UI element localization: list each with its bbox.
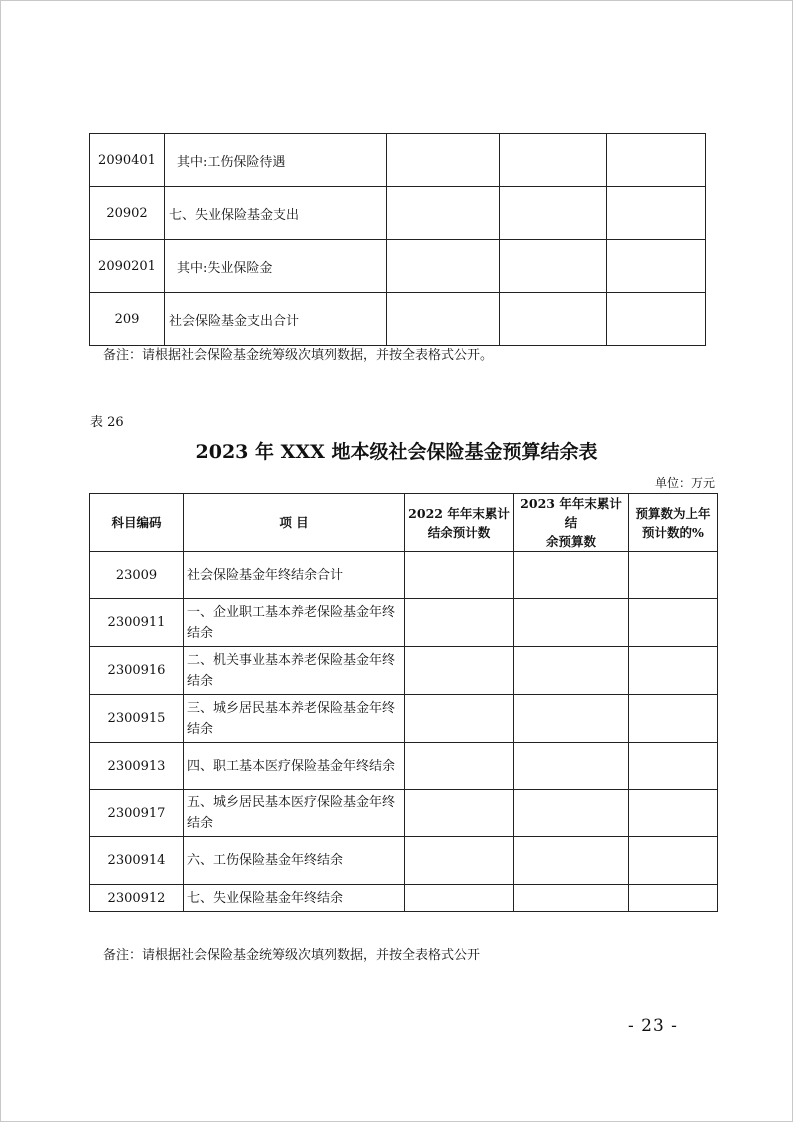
header-item: 项 目 xyxy=(184,494,405,552)
value-cell xyxy=(607,240,706,293)
value-cell xyxy=(629,837,718,885)
value-cell xyxy=(514,695,629,743)
value-cell xyxy=(629,552,718,599)
subject-code: 2300917 xyxy=(90,790,184,837)
value-cell xyxy=(500,187,607,240)
subject-name: 一、企业职工基本养老保险基金年终结余 xyxy=(184,599,405,647)
value-cell xyxy=(629,743,718,790)
value-cell xyxy=(514,837,629,885)
header-line: 结余预计数 xyxy=(427,524,491,540)
value-cell xyxy=(405,837,514,885)
subject-code: 2300912 xyxy=(90,885,184,912)
header-2023-budget xyxy=(514,494,629,552)
subject-name: 五、城乡居民基本医疗保险基金年终结余 xyxy=(184,790,405,837)
table-row xyxy=(90,837,718,885)
note-bottom: 备注：请根据社会保险基金统筹级次填列数据，并按全表格式公开 xyxy=(103,948,481,963)
value-cell xyxy=(500,134,607,187)
table-row xyxy=(90,790,718,837)
subject-code: 2300913 xyxy=(90,743,184,790)
header-line: 2022 年年末累计 xyxy=(408,505,510,521)
table-row xyxy=(90,885,718,912)
value-cell xyxy=(500,293,607,346)
value-cell xyxy=(514,647,629,695)
value-cell xyxy=(514,790,629,837)
subject-name: 六、工伤保险基金年终结余 xyxy=(184,837,405,885)
value-cell xyxy=(387,134,500,187)
value-cell xyxy=(607,187,706,240)
value-cell xyxy=(514,599,629,647)
subject-code: 2300914 xyxy=(90,837,184,885)
subject-code: 2300916 xyxy=(90,647,184,695)
subject-code: 20902 xyxy=(90,187,165,240)
value-cell xyxy=(607,293,706,346)
subject-code: 2300915 xyxy=(90,695,184,743)
subject-code: 2090401 xyxy=(90,134,165,187)
value-cell xyxy=(514,552,629,599)
table-row xyxy=(90,240,706,293)
subject-name: 社会保险基金年终结余合计 xyxy=(184,552,405,599)
value-cell xyxy=(629,790,718,837)
table-row xyxy=(90,743,718,790)
subject-code: 23009 xyxy=(90,552,184,599)
table-row xyxy=(90,552,718,599)
value-cell xyxy=(387,187,500,240)
value-cell xyxy=(500,240,607,293)
value-cell xyxy=(629,695,718,743)
value-cell xyxy=(514,885,629,912)
table-row xyxy=(90,695,718,743)
value-cell xyxy=(607,134,706,187)
unit-label: 单位：万元 xyxy=(654,476,715,490)
subject-name: 七、失业保险基金年终结余 xyxy=(184,885,405,912)
value-cell xyxy=(387,293,500,346)
header-code: 科目编码 xyxy=(90,494,184,552)
value-cell xyxy=(514,743,629,790)
value-cell xyxy=(629,599,718,647)
header-line: 余预算数 xyxy=(545,534,596,549)
header-percent xyxy=(629,494,718,552)
subject-name: 其中:失业保险金 xyxy=(165,240,387,293)
header-line: 预计数的% xyxy=(642,524,704,540)
header-2022-estimate xyxy=(405,494,514,552)
value-cell xyxy=(629,647,718,695)
header-row xyxy=(90,494,718,552)
subject-name: 三、城乡居民基本养老保险基金年终结余 xyxy=(184,695,405,743)
value-cell xyxy=(629,885,718,912)
table-label: 表 26 xyxy=(90,415,124,430)
value-cell xyxy=(405,790,514,837)
table-row xyxy=(90,599,718,647)
subject-name: 四、职工基本医疗保险基金年终结余 xyxy=(184,743,405,790)
header-line: 2023 年年末累计结 xyxy=(520,496,622,530)
subject-name: 社会保险基金支出合计 xyxy=(165,293,387,346)
page-number: - 23 - xyxy=(628,1016,678,1036)
subject-code: 209 xyxy=(90,293,165,346)
subject-name: 其中:工伤保险待遇 xyxy=(165,134,387,187)
value-cell xyxy=(405,647,514,695)
value-cell xyxy=(387,240,500,293)
note-top: 备注：请根据社会保险基金统筹级次填列数据，并按全表格式公开。 xyxy=(103,348,494,363)
table-row xyxy=(90,187,706,240)
table-row xyxy=(90,134,706,187)
subject-code: 2090201 xyxy=(90,240,165,293)
subject-name: 七、失业保险基金支出 xyxy=(165,187,387,240)
expenditure-table xyxy=(89,133,706,346)
value-cell xyxy=(405,599,514,647)
value-cell xyxy=(405,552,514,599)
table-row xyxy=(90,293,706,346)
value-cell xyxy=(405,695,514,743)
balance-table xyxy=(89,493,718,912)
header-line: 预算数为上年 xyxy=(635,505,711,521)
subject-name: 二、机关事业基本养老保险基金年终结余 xyxy=(184,647,405,695)
value-cell xyxy=(405,885,514,912)
value-cell xyxy=(405,743,514,790)
table-title: 2023 年 XXX 地本级社会保险基金预算结余表 xyxy=(195,441,598,463)
subject-code: 2300911 xyxy=(90,599,184,647)
table-row xyxy=(90,647,718,695)
